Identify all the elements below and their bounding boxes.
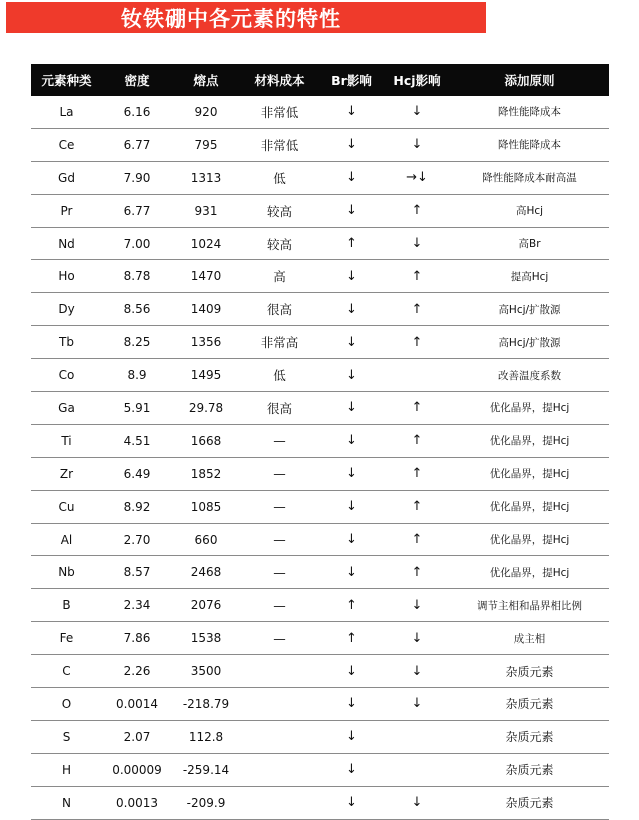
cell-hcj-effect: ↑ — [384, 326, 450, 359]
cell-melting-point: 920 — [172, 96, 240, 128]
cell-element: Nb — [31, 556, 102, 589]
cell-density: 7.90 — [102, 161, 172, 194]
cell-material-cost: 较高 — [240, 227, 319, 260]
cell-element: Ho — [31, 260, 102, 293]
cell-hcj-effect: ↓ — [384, 128, 450, 161]
cell-addition-principle: 优化晶界，提Hcj — [450, 490, 609, 523]
cell-br-effect: ↓ — [319, 490, 384, 523]
cell-element: H — [31, 753, 102, 786]
table-row — [31, 556, 609, 589]
cell-hcj-effect: ↑ — [384, 556, 450, 589]
cell-density: 6.16 — [102, 96, 172, 128]
cell-br-effect: ↓ — [319, 293, 384, 326]
cell-material-cost: — — [240, 523, 319, 556]
cell-addition-principle: 优化晶界，提Hcj — [450, 457, 609, 490]
table-row — [31, 293, 609, 326]
cell-density: 2.07 — [102, 720, 172, 753]
cell-element: Pr — [31, 194, 102, 227]
cell-element: Ce — [31, 128, 102, 161]
cell-br-effect: ↓ — [319, 359, 384, 392]
cell-hcj-effect: ↑ — [384, 260, 450, 293]
cell-br-effect: ↓ — [319, 753, 384, 786]
cell-hcj-effect: ↑ — [384, 424, 450, 457]
cell-br-effect: ↓ — [319, 655, 384, 688]
cell-br-effect: ↓ — [319, 457, 384, 490]
cell-hcj-effect: ↑ — [384, 194, 450, 227]
cell-density: 8.25 — [102, 326, 172, 359]
cell-element: Al — [31, 523, 102, 556]
header-melting-point: 熔点 — [172, 64, 240, 96]
cell-material-cost — [240, 720, 319, 753]
cell-density: 2.26 — [102, 655, 172, 688]
cell-element: Fe — [31, 622, 102, 655]
cell-element: La — [31, 96, 102, 128]
header-material-cost: 材料成本 — [240, 64, 319, 96]
cell-element: S — [31, 720, 102, 753]
cell-element: Zr — [31, 457, 102, 490]
table-row — [31, 457, 609, 490]
cell-material-cost: — — [240, 490, 319, 523]
cell-addition-principle: 成主相 — [450, 622, 609, 655]
table-row — [31, 523, 609, 556]
cell-addition-principle: 高Hcj/扩散源 — [450, 326, 609, 359]
cell-br-effect: ↑ — [319, 227, 384, 260]
table-row — [31, 96, 609, 128]
cell-material-cost: — — [240, 589, 319, 622]
table-row — [31, 720, 609, 753]
cell-addition-principle: 杂质元素 — [450, 655, 609, 688]
cell-material-cost: 高 — [240, 260, 319, 293]
cell-addition-principle: 优化晶界，提Hcj — [450, 523, 609, 556]
cell-element: Ga — [31, 392, 102, 425]
cell-material-cost: — — [240, 622, 319, 655]
cell-addition-principle: 优化晶界，提Hcj — [450, 424, 609, 457]
cell-hcj-effect: ↓ — [384, 622, 450, 655]
table-row — [31, 227, 609, 260]
table-row — [31, 622, 609, 655]
cell-density: 6.49 — [102, 457, 172, 490]
cell-element: B — [31, 589, 102, 622]
cell-element: N — [31, 786, 102, 819]
cell-melting-point: 1852 — [172, 457, 240, 490]
cell-melting-point: 2468 — [172, 556, 240, 589]
cell-hcj-effect: ↑ — [384, 523, 450, 556]
cell-br-effect: ↓ — [319, 556, 384, 589]
cell-density: 8.9 — [102, 359, 172, 392]
cell-material-cost — [240, 655, 319, 688]
cell-melting-point: 1313 — [172, 161, 240, 194]
cell-material-cost: 很高 — [240, 392, 319, 425]
cell-addition-principle: 优化晶界，提Hcj — [450, 556, 609, 589]
table-row — [31, 424, 609, 457]
table-row — [31, 194, 609, 227]
cell-element: Gd — [31, 161, 102, 194]
cell-melting-point: 3500 — [172, 655, 240, 688]
cell-br-effect: ↑ — [319, 622, 384, 655]
cell-hcj-effect: ↓ — [384, 227, 450, 260]
cell-melting-point: 1495 — [172, 359, 240, 392]
cell-br-effect: ↓ — [319, 194, 384, 227]
cell-hcj-effect: ↑ — [384, 392, 450, 425]
cell-density: 0.0014 — [102, 688, 172, 721]
cell-br-effect: ↓ — [319, 161, 384, 194]
cell-material-cost: 非常低 — [240, 128, 319, 161]
cell-hcj-effect: ↓ — [384, 589, 450, 622]
header-addition-principle: 添加原则 — [450, 64, 609, 96]
cell-hcj-effect: →↓ — [384, 161, 450, 194]
cell-element: Dy — [31, 293, 102, 326]
cell-addition-principle: 杂质元素 — [450, 786, 609, 819]
cell-hcj-effect — [384, 359, 450, 392]
cell-hcj-effect: ↓ — [384, 688, 450, 721]
cell-melting-point: 29.78 — [172, 392, 240, 425]
cell-material-cost: — — [240, 457, 319, 490]
cell-element: O — [31, 688, 102, 721]
cell-element: Ti — [31, 424, 102, 457]
page-title: 钕铁硼中各元素的特性 — [121, 6, 341, 31]
cell-br-effect: ↓ — [319, 786, 384, 819]
cell-density: 2.34 — [102, 589, 172, 622]
header-density: 密度 — [102, 64, 172, 96]
table-header-row — [31, 64, 609, 96]
table-row — [31, 786, 609, 819]
cell-density: 8.57 — [102, 556, 172, 589]
cell-addition-principle: 降性能降成本耐高温 — [450, 161, 609, 194]
cell-material-cost: 较高 — [240, 194, 319, 227]
cell-material-cost: 低 — [240, 359, 319, 392]
cell-melting-point: 1668 — [172, 424, 240, 457]
cell-melting-point: 2076 — [172, 589, 240, 622]
cell-material-cost: 很高 — [240, 293, 319, 326]
cell-density: 6.77 — [102, 194, 172, 227]
table-row — [31, 753, 609, 786]
table-row — [31, 392, 609, 425]
cell-density: 0.0013 — [102, 786, 172, 819]
cell-density: 7.00 — [102, 227, 172, 260]
cell-melting-point: 1470 — [172, 260, 240, 293]
cell-hcj-effect — [384, 720, 450, 753]
header-element: 元素种类 — [31, 64, 102, 96]
cell-density: 8.56 — [102, 293, 172, 326]
cell-addition-principle: 降性能降成本 — [450, 96, 609, 128]
cell-material-cost: — — [240, 424, 319, 457]
cell-hcj-effect: ↑ — [384, 457, 450, 490]
cell-hcj-effect: ↓ — [384, 786, 450, 819]
cell-melting-point: 660 — [172, 523, 240, 556]
cell-br-effect: ↓ — [319, 424, 384, 457]
table-row — [31, 359, 609, 392]
cell-material-cost — [240, 688, 319, 721]
table-row — [31, 260, 609, 293]
cell-element: Tb — [31, 326, 102, 359]
cell-density: 8.92 — [102, 490, 172, 523]
cell-br-effect: ↓ — [319, 128, 384, 161]
cell-hcj-effect: ↑ — [384, 490, 450, 523]
cell-density: 0.00009 — [102, 753, 172, 786]
cell-density: 6.77 — [102, 128, 172, 161]
cell-melting-point: 1024 — [172, 227, 240, 260]
cell-element: Nd — [31, 227, 102, 260]
cell-density: 2.70 — [102, 523, 172, 556]
table-row — [31, 490, 609, 523]
cell-density: 8.78 — [102, 260, 172, 293]
cell-addition-principle: 高Hcj — [450, 194, 609, 227]
cell-addition-principle: 高Br — [450, 227, 609, 260]
cell-addition-principle: 调节主相和晶界相比例 — [450, 589, 609, 622]
cell-br-effect: ↑ — [319, 589, 384, 622]
cell-hcj-effect — [384, 753, 450, 786]
cell-melting-point: 112.8 — [172, 720, 240, 753]
cell-addition-principle: 高Hcj/扩散源 — [450, 293, 609, 326]
title-banner — [6, 2, 486, 33]
cell-addition-principle: 杂质元素 — [450, 720, 609, 753]
cell-melting-point: 1356 — [172, 326, 240, 359]
cell-addition-principle: 降性能降成本 — [450, 128, 609, 161]
cell-melting-point: 795 — [172, 128, 240, 161]
cell-addition-principle: 提高Hcj — [450, 260, 609, 293]
cell-br-effect: ↓ — [319, 720, 384, 753]
table-row — [31, 655, 609, 688]
cell-br-effect: ↓ — [319, 523, 384, 556]
cell-melting-point: 1538 — [172, 622, 240, 655]
element-properties-table — [31, 64, 609, 820]
cell-density: 7.86 — [102, 622, 172, 655]
cell-element: Co — [31, 359, 102, 392]
cell-br-effect: ↓ — [319, 392, 384, 425]
table-row — [31, 589, 609, 622]
header-hcj-effect: Hcj影响 — [384, 64, 450, 96]
cell-material-cost — [240, 753, 319, 786]
cell-material-cost — [240, 786, 319, 819]
cell-hcj-effect: ↓ — [384, 96, 450, 128]
cell-melting-point: -259.14 — [172, 753, 240, 786]
cell-material-cost: — — [240, 556, 319, 589]
cell-element: Cu — [31, 490, 102, 523]
cell-element: C — [31, 655, 102, 688]
table-body — [31, 96, 609, 819]
cell-melting-point: 1409 — [172, 293, 240, 326]
cell-density: 5.91 — [102, 392, 172, 425]
cell-material-cost: 非常低 — [240, 96, 319, 128]
table-row — [31, 128, 609, 161]
cell-melting-point: -209.9 — [172, 786, 240, 819]
cell-br-effect: ↓ — [319, 260, 384, 293]
table-row — [31, 161, 609, 194]
cell-hcj-effect: ↑ — [384, 293, 450, 326]
cell-addition-principle: 杂质元素 — [450, 753, 609, 786]
cell-melting-point: -218.79 — [172, 688, 240, 721]
cell-addition-principle: 优化晶界，提Hcj — [450, 392, 609, 425]
cell-hcj-effect: ↓ — [384, 655, 450, 688]
cell-density: 4.51 — [102, 424, 172, 457]
cell-br-effect: ↓ — [319, 326, 384, 359]
cell-material-cost: 非常高 — [240, 326, 319, 359]
cell-melting-point: 931 — [172, 194, 240, 227]
header-br-effect: Br影响 — [319, 64, 384, 96]
cell-br-effect: ↓ — [319, 688, 384, 721]
cell-material-cost: 低 — [240, 161, 319, 194]
table-row — [31, 688, 609, 721]
cell-melting-point: 1085 — [172, 490, 240, 523]
cell-br-effect: ↓ — [319, 96, 384, 128]
table-row — [31, 326, 609, 359]
cell-addition-principle: 改善温度系数 — [450, 359, 609, 392]
cell-addition-principle: 杂质元素 — [450, 688, 609, 721]
